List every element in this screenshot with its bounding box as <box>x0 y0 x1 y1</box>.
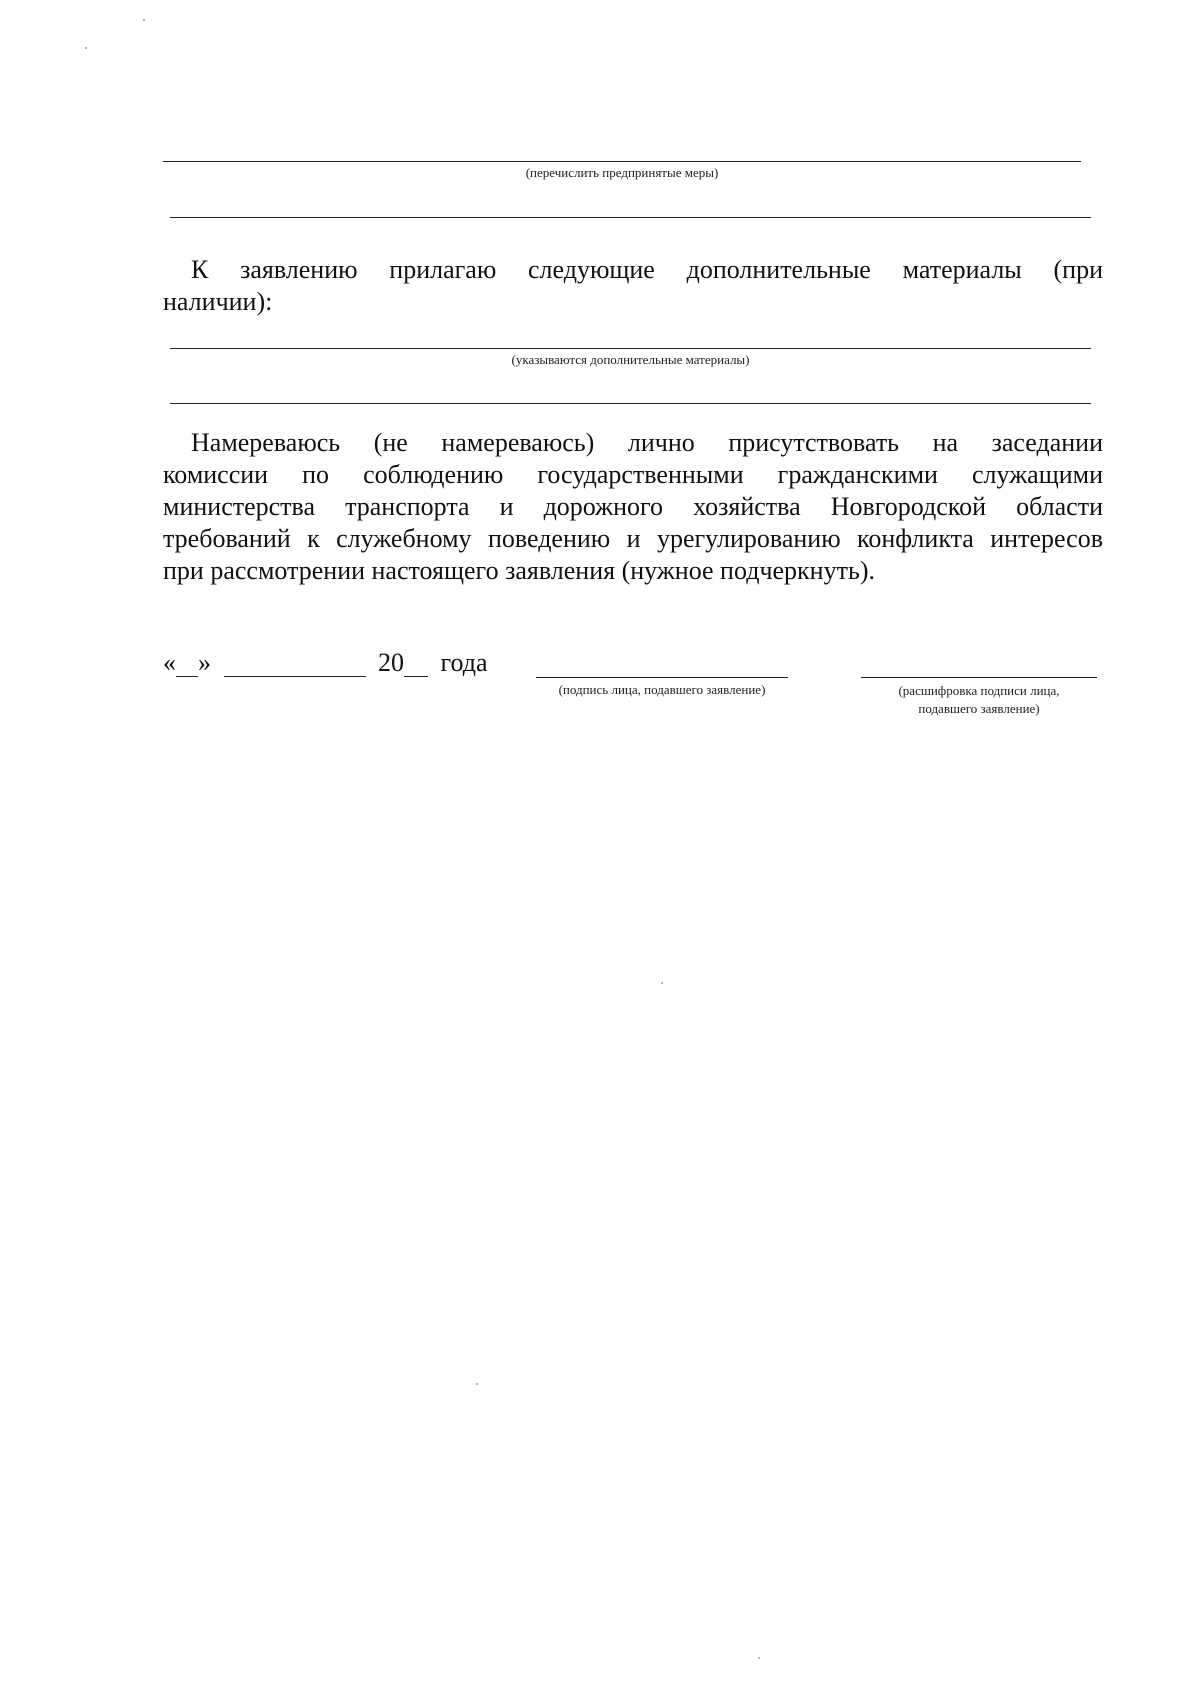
attachments-line-1: К заявлению прилагаю следующие дополнительные материалы (при <box>191 255 1103 284</box>
signature-line <box>536 677 788 678</box>
attachments-paragraph <box>163 254 1103 318</box>
date-close-quote: » <box>198 648 211 677</box>
year-prefix: 20 <box>378 648 404 677</box>
scan-speck <box>85 47 87 49</box>
measures-line <box>163 161 1081 162</box>
signature-decode-caption-line-1: (расшифровка подписи лица, <box>898 683 1060 698</box>
year-blank <box>404 650 428 677</box>
scan-speck <box>476 1383 478 1385</box>
scan-speck <box>661 982 663 984</box>
signature-decode-caption-line-2: подавшего заявление) <box>918 701 1040 716</box>
intent-line-4: требований к служебному поведению и урегулированию конфликта интересов <box>163 524 1103 553</box>
materials-caption: (указываются дополнительные материалы) <box>511 352 750 367</box>
materials-line-2 <box>170 403 1091 404</box>
materials-line <box>170 348 1091 349</box>
intent-line-1: Намереваюсь (не намереваюсь) лично присутствовать на заседании <box>191 428 1103 457</box>
signature-caption: (подпись лица, подавшего заявление) <box>558 682 766 697</box>
date-row <box>163 647 488 679</box>
intent-line-2: комиссии по соблюдению государственными гражданскими служащими <box>163 460 1103 489</box>
year-suffix: года <box>440 648 488 677</box>
signature-decode-line <box>861 677 1097 678</box>
signature-decode-caption <box>851 682 1107 718</box>
scan-speck <box>758 1657 760 1659</box>
intent-paragraph <box>163 427 1103 587</box>
date-open-quote: « <box>163 648 176 677</box>
month-blank <box>224 650 366 677</box>
scan-speck <box>143 19 145 21</box>
measures-line-2 <box>170 217 1091 218</box>
attachments-line-2: наличии): <box>163 287 273 316</box>
intent-line-3: министерства транспорта и дорожного хозяйства Новгородской области <box>163 492 1103 521</box>
intent-line-5: при рассмотрении настоящего заявления (нужное подчеркнуть). <box>163 556 875 585</box>
measures-caption: (перечислить предпринятые меры) <box>525 165 719 180</box>
day-blank <box>176 650 198 677</box>
